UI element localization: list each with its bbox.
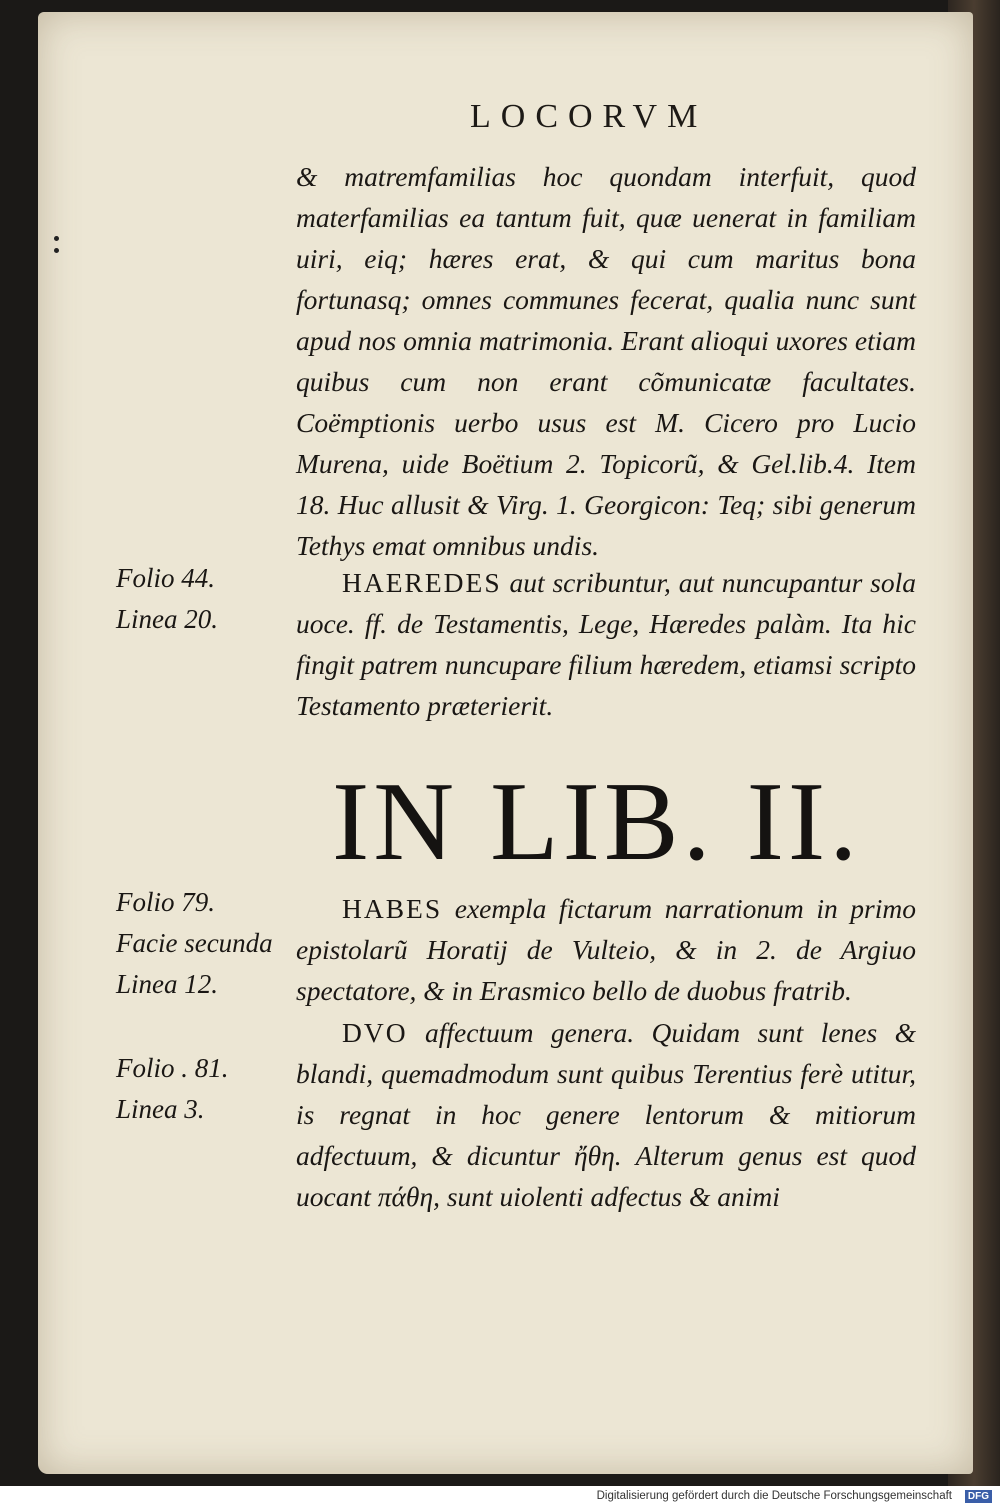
- paragraph-matremfamilias: [296, 156, 916, 566]
- paragraph-text: exempla fictarum narrationum in primo epistolarũ Horatij de Vulteio, & in 2. de Argiuo spectatore, & in Erasmico bello de duobus fratrib.: [296, 893, 916, 1006]
- dfg-logo-icon: DFG: [965, 1490, 992, 1503]
- margin-note-line: Folio 44.: [116, 563, 215, 593]
- margin-note-line: Folio . 81.: [116, 1053, 229, 1083]
- funding-credit: Digitalisierung gefördert durch die Deutsche Forschungsgemeinschaft: [596, 1490, 952, 1502]
- paragraph-haeredes: [296, 562, 916, 726]
- digitization-footer: [0, 1486, 1000, 1508]
- margin-note-line: Linea 12.: [116, 969, 219, 999]
- margin-note-folio-44: [116, 558, 218, 640]
- paragraph-text: & matremfamilias hoc quondam interfuit, quod materfamilias ea tantum fuit, quæ uenerat in familiam uiri, eiq; hæres erat, & qui cum maritus bona fortunasq; omnes communes fecerat, qualia nunc sunt apud nos omnia matrimonia. Erant alioqui uxores etiam quibus cum non erant cõmunicatæ facultates. Coëmptionis uerbo usus est M. Cicero pro Lucio Murena, uide Boëtium 2. Topicorũ, & Gel.lib.4. Item 18. Huc allusit & Virg. 1. Georgicon: Teq; sibi generum Tethys emat omnibus undis.: [296, 161, 916, 561]
- margin-mark: [54, 248, 59, 253]
- margin-note-line: Folio 79.: [116, 887, 215, 917]
- paragraph-lead-word: HABES: [342, 893, 443, 924]
- margin-note-folio-79: [116, 882, 273, 1005]
- paragraph-text: aut scribuntur, aut nuncupantur sola uoce. ff. de Testamentis, Lege, Hæredes palàm. Ita hic fingit patrem nuncupare filium hæredem, etiamsi scripto Testamento præterierit.: [296, 567, 916, 721]
- margin-note-line: Facie secunda: [116, 928, 273, 958]
- paragraph-text: affectuum genera. Quidam sunt lenes & blandi, quemadmodum sunt quibus Terentius ferè utitur, is regnat in hoc genere lentorum & mitiorum adfectuum, & dicuntur ἤθη. Alterum genus est quod uocant πάθη, sunt uiolenti adfectus & animi: [296, 1017, 916, 1212]
- paragraph-lead-word: HAEREDES: [342, 567, 502, 598]
- section-heading: IN LIB. II.: [332, 760, 862, 884]
- margin-mark: [54, 236, 59, 241]
- margin-note-line: Linea 20.: [116, 604, 219, 634]
- margin-note-folio-81: [116, 1048, 229, 1130]
- running-head: LOCORVM: [470, 98, 708, 135]
- paragraph-lead-word: DVO: [342, 1017, 408, 1048]
- paragraph-duo: [296, 1012, 916, 1217]
- paragraph-habes: [296, 888, 916, 1011]
- margin-note-line: Linea 3.: [116, 1094, 205, 1124]
